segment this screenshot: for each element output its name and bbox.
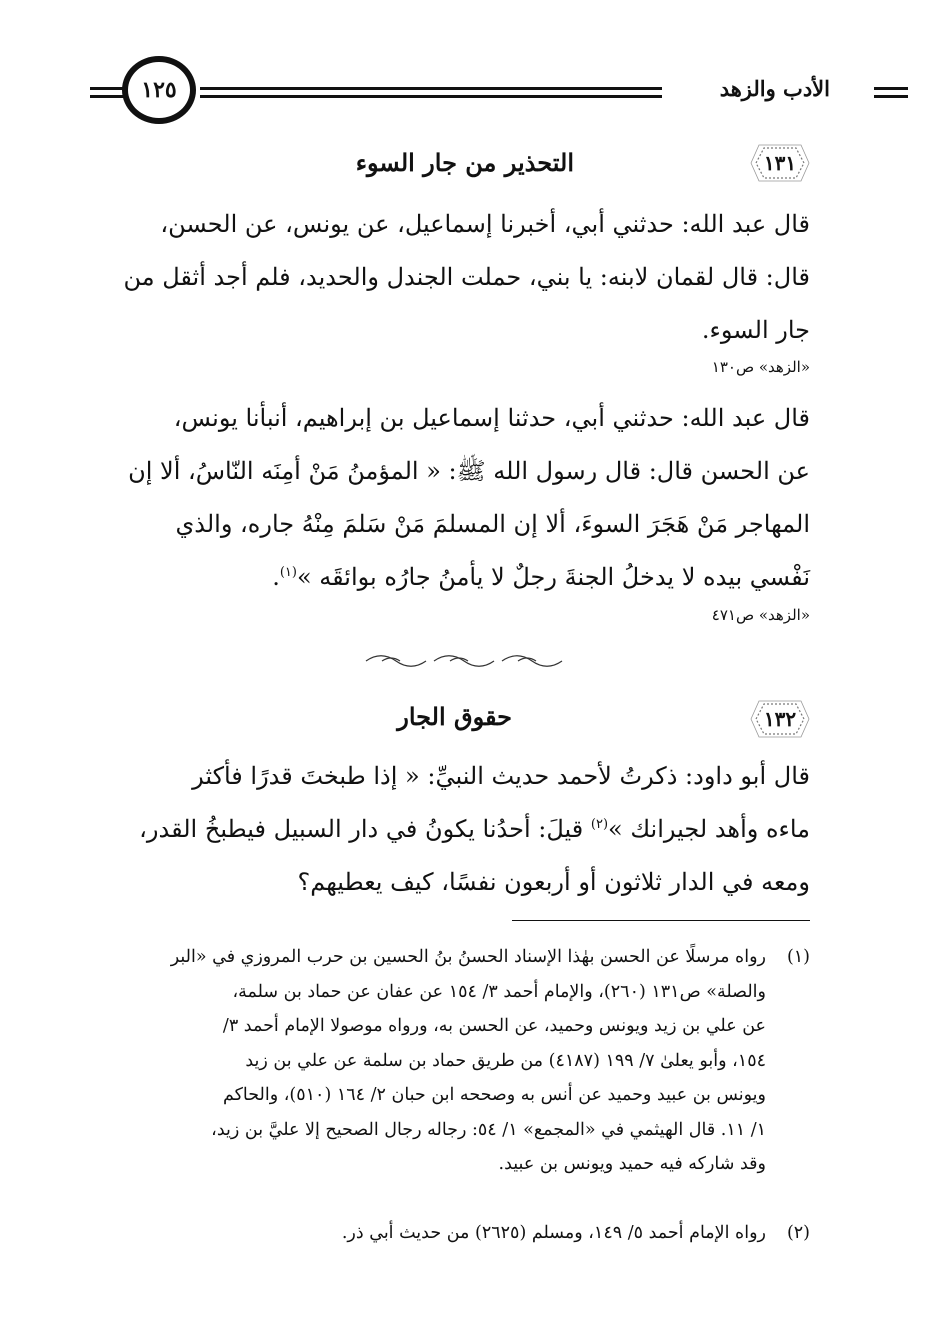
text-line: قال عبد الله: حدثني أبي، أخبرنا إسماعيل، عن يونس، عن الحسن، [160,210,810,238]
section-number: ١٣٢ [763,707,797,731]
page-number-badge [122,56,196,124]
text-line: جار السوء. [701,316,810,344]
footnote-ref[interactable]: (١) [279,565,297,580]
footnote-text: رواه الإمام أحمد ٥/ ١٤٩، ومسلم (٢٦٢٥) من حديث أبي ذر. [341,1223,766,1243]
header-rule-top [200,87,662,90]
source-citation: «الزهد» ص٤٧١ [711,606,810,624]
paragraph-hadith-believer [90,392,810,604]
footnote-text: رواه مرسلًا عن الحسن بهٰذا الإسناد الحسنُ بنُ الحسين بن حرب المروزي في «البر [170,947,766,967]
header-rule-left-bottom [90,95,126,98]
footnote-number: (١) [786,947,810,967]
header-rule-right-top [874,87,908,90]
paragraph-luqman [90,198,810,357]
footnote-2 [90,1216,810,1251]
footnote-line [90,1216,810,1251]
section-number-badge-131 [748,142,812,184]
ornament-divider-icon [362,652,568,670]
footnote-separator [512,920,810,921]
page-number: ١٢٥ [141,77,177,103]
section-title: التحذير من جار السوء [355,148,574,177]
footnote-line: عن علي بن زيد ويونس وحميد، عن الحسن به، ورواه موصولا الإمام أحمد ٣/ [222,1016,766,1036]
footnote-line [90,940,810,975]
footnote-line: ١/ ١١. قال الهيثمي في «المجمع» ١/ ٥٤: رجاله رجال الصحيح إلا عليَّ بن زيد، [211,1119,766,1140]
footnote-line: والصلة» ص١٣١ (٢٦٠)، والإمام أحمد ٣/ ١٥٤ عن عفان عن حماد بن سلمة، [232,981,766,1002]
paragraph-neighbor-rights [90,750,810,909]
text-line: عن الحسن قال: قال رسول الله ﷺ: « المؤمنُ مَنْ أمِنَه النّاسُ، ألا إن [128,457,810,485]
text-segment: قيلَ: أحدُنا يكونُ في دار السبيل فيطبخُ القدر، [139,815,591,843]
section-number: ١٣١ [763,151,797,175]
text-segment: ماءه وأهد لجيرانك » [608,815,810,843]
footnote-line: ويونس بن عبيد وحميد عن أنس به وصححه ابن حبان ٢/ ١٦٤ (٥١٠)، والحاكم [222,1085,766,1105]
running-title: الأدب والزهد [719,76,830,101]
text-line: قال عبد الله: حدثني أبي، حدثنا إسماعيل بن إبراهيم، أنبأنا يونس، [173,404,810,432]
source-citation: «الزهد» ص١٣٠ [711,358,810,376]
text-line: ومعه في الدار ثلاثون أو أربعون نفسًا، كيف يعطيهم؟ [297,868,810,896]
header-rule-left-top [90,87,126,90]
line-end: . [272,563,280,591]
text-line: قال: قال لقمان لابنه: يا بني، حملت الجندل والحديد، فلم أجد أثقل من [123,263,810,291]
footnote-number: (٢) [786,1223,810,1243]
footnote-line: ١٥٤، وأبو يعلىٰ ٧/ ١٩٩ (٤١٨٧) من طريق حماد بن سلمة عن علي بن زيد [245,1050,766,1071]
text-line: المهاجر مَنْ هَجَرَ السوءَ، ألا إن المسلمَ مَنْ سَلمَ مِنْهُ جاره، والذي [175,510,810,538]
text-line [90,551,810,604]
header-rule-right-bottom [874,95,908,98]
text-line [90,803,810,856]
section-number-badge-132 [748,698,812,740]
footnote-line: وقد شاركه فيه حميد ويونس بن عبيد. [498,1154,766,1174]
text-line-content: نَفْسي بيده لا يدخلُ الجنةَ رجلٌ لا يأمنُ جارُه بوائقَه » [296,563,810,591]
header-rule-bottom [200,95,662,98]
footnote-1 [90,940,810,1182]
footnote-ref[interactable]: (٢) [590,817,609,832]
text-line: قال أبو داود: ذكرتُ لأحمد حديث النبيِّ: « إذا طبختَ قدرًا فأكثر [192,762,810,790]
section-title: حقوق الجار [397,702,512,731]
